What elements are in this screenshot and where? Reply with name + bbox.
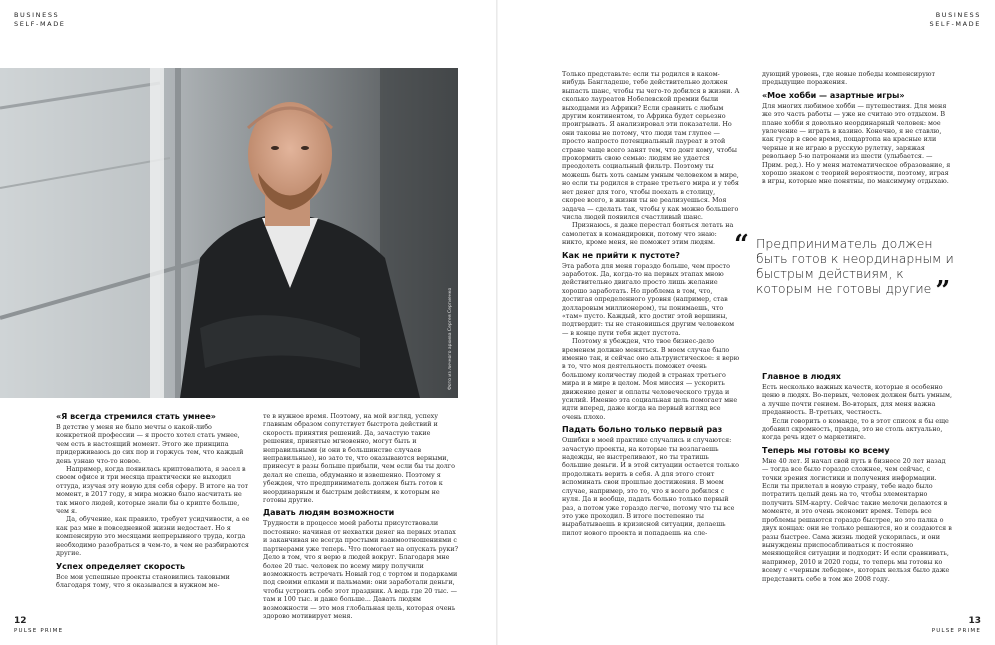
right-column-2-top [762, 70, 952, 186]
right-page [498, 0, 995, 645]
section-label: BUSINESS [935, 11, 981, 19]
left-column-2 [263, 412, 459, 620]
heading-opportunities: Давать людям возможности [263, 508, 395, 518]
paragraph: Для многих любимое хобби — путешествия. Для меня же это часть работы — уже не считаю это отдыхом. В плане хобби я довольно неординарный человек: мое увлечение — играть в казино. Конечно, я не ставлю, как гусар в свое время, пощартопа на красные или черные и не играю в русскую рулетку, заряжая револьвер 5-ю патронами из шести (улыбается. — Прим. ред.). Но у меня математическое образование, я хорошо знаком с теорией вероятности, поэтому, играя в игры, которые мне понятны, по максимуму отдыхаю. [762, 101, 951, 186]
heading-hobby: «Мое хобби — азартные игры» [762, 90, 905, 100]
paragraph: Признаюсь, я даже перестал бояться летать на самолетах в командировки, потому что знаю: никто, кроме меня, не поможет этим людям. [562, 221, 734, 247]
paragraph: Да, обучение, как правило, требует усидчивости, а ее как раз мне в повседневной жизни недостает. Но я компенсирую это месяцами непрерывного труда, когда необходимо разобраться в чем-то, в чем не разбираются другие. [56, 515, 250, 558]
paragraph: Трудности в процессе моей работы присутствовали постоянно: начиная от нехватки денег на первых этапах и заканчивая не всегда простыми взаимоотношениями с партнерами уже теперь. Что помогает на опускать руки? Дело в том, что я верю в людей вокруг. Благодаря мне более 20 тыс. человек по всему миру получили возможность встречать Новый год с тортом и подарками под своими елками и пальмами: они заработали деньги, чтобы устроить себе этот праздник. А ведь где 20 тыс. — там и 100 тыс. и даже больше... Давать людям возможности — это моя глобальная цель, которая очень здорово мотивирует меня. [263, 519, 459, 620]
left-column-1 [56, 412, 252, 589]
portrait-illustration [0, 68, 458, 398]
photo-credit: Фото из личного архива Сергея Сергиенко [448, 287, 453, 390]
section-header-left [14, 11, 66, 29]
portrait-photo [0, 68, 458, 398]
paragraph: Поэтому я убежден, что твое бизнес-дело временем должно меняться. В моем случае было именно так, и сейчас оно альтруистическое: я верю в то, что моя деятельность поможет очень большому количеству людей в странах третьего мира и в мире в целом. Моя миссия — ускорить движение денег и оплаты человеческого труда и усилий. Именно эта социальная цель помогает мне идти вперед, даже когда на первый взгляд все очень плохо. [562, 337, 740, 421]
paragraph: Ошибки в моей практике случались и случаются: зачастую проекты, на которые ты возлагаешь надежды, не выстреливают, но ты тратишь большие деньги. И в этой ситуации остается только продолжать верить в себя. А для этого стоит вспоминать свои прошлые достижения. В моем случае, например, это то, что я всего добился с нуля. Да и вообще, падать больно только первый раз, а потом уже гораздо легче, потому что ты все это уже проходил. В итоге постепенно ты вырабатываешь в кризисной ситуации, делаешь пилот нового проекта и попадаешь на сле- [562, 436, 739, 537]
heading-falling: Падать больно только первый раз [562, 425, 723, 435]
section-header-right [929, 11, 981, 29]
footer-brand: PULSE PRIME [14, 628, 64, 634]
paragraph: Эта работа для меня гораздо больше, чем просто заработок. Да, когда-то на первых этапах мною действительно двигало просто лишь желание хорошо заработать. Но проблема в том, что, достигая определенного уровня (например, став долларовым миллионером), ты понимаешь, что «там» пусто. Каждый, кто достиг этой вершины, подтвердит: ты не становишься другим человеком — в конце пути тебя ждет пустота. [562, 261, 735, 337]
pull-quote [756, 236, 956, 306]
footer-brand: PULSE PRIME [931, 628, 981, 634]
subsection-label: SELF-MADE [929, 20, 981, 28]
pull-quote-text: Предприниматель должен быть готов к неординарным и быстрым действиям, к которым не готовы другие [756, 236, 954, 296]
paragraph: Если говорить о команде, то в этот список я бы еще добавил скромность, правда, это не столь актуально, когда речь идет о маркетинге. [762, 416, 949, 442]
left-page [0, 0, 497, 645]
right-column-1 [562, 70, 740, 537]
paragraph: Например, когда появилась криптовалюта, я засел в своем офисе и три месяца практически не выходил оттуда, изучая эту новую для себя сферу. В итоге на тот момент, в 2017 году, я мира можно было насчитать не так много людей, которые знали бы о крипте больше, чем я. [56, 465, 249, 516]
section-label: BUSINESS [14, 11, 60, 19]
heading-smarter: «Я всегда стремился стать умнее» [56, 412, 216, 421]
quote-close-icon: ” [935, 276, 951, 306]
right-column-2-bottom [762, 372, 952, 583]
footer-right [932, 616, 981, 635]
page-number: 12 [14, 616, 27, 626]
paragraph: Мне 40 лет. Я начал свой путь в бизнесе 20 лет назад — тогда все было гораздо сложнее, чем сейчас, с точки зрения логистики и получения информации. Если ты прилетал в новую страну, тебе надо было потратить целый день на то, чтобы элементарно получить SIM-карту. Сейчас такие мелочи делаются в моменте, и это очень экономит время. Теперь все проблемы решаются гораздо быстрее, но это палка о двух концах: они не только решаются, но и создаются в разы быстрее. Сама жизнь людей ускорилась, и они вынуждены приспосабливаться к постоянно меняющейся ситуации и подходит: И если сравнивать, например, 2010 и 2020 годы, то теперь мы готовы ко всему с «черным лебедем», которых нельзя было даже представить себе в том же 2008 году. [762, 456, 952, 583]
paragraph: Только представьте: если ты родился в каком-нибудь Бангладеше, тебе действительно должен выпасть шанс, чтобы ты чего-то добился в жизни. А сколько лауреатов Нобелевской премии были выходцами из Африки? Если сравнить с любым другим континентом, то Африка будет серьезно проигрывать. Я анализировал эти показатели. Но они таковы не потому, что люди там глупее — просто напросто потенциальный лауреат в этой стране чаще всего занят тем, что донт кому, чтобы прокормить свою семью: людям не удается преодолеть социальный фильтр. Поэтому ты можешь быть хоть самым умным человеком в мире, но если ты родился в стране третьего мира и у тебя нет денег для того, чтобы поехать в столицу, скорее всего, в жизни ты не реализуешься. Моя задача — сделать так, чтобы у как можно большего числа людей появился счастливый шанс. [562, 70, 740, 221]
heading-speed: Успех определяет скорость [56, 561, 186, 571]
paragraph: В детстве у меня не было мечты о какой-либо конкретной профессии — я просто хотел стать умнее, чем есть в настоящий момент. Этого же принципа придерживаюсь до сих пор и горжусь тем, что каждый день узнаю что-то новое. [56, 423, 244, 465]
footer-left [14, 616, 63, 635]
heading-people: Главное в людях [762, 372, 841, 381]
paragraph: Все мои успешные проекты становились таковыми благодаря тому, что я оказывался в нужном ме- [56, 572, 230, 589]
subsection-label: SELF-MADE [14, 20, 66, 28]
paragraph: Есть несколько важных качеств, которые я особенно ценю в людях. Во-первых, человек должен быть умным, а лучше почти гением. Во-вторых, для меня важна преданность. В-третьих, честность. [762, 383, 952, 417]
heading-emptiness: Как не прийти к пустоте? [562, 250, 680, 260]
quote-open-icon: “ [734, 230, 749, 260]
paragraph: дующий уровень, где новые победы компенсируют предыдущие поражения. [762, 70, 936, 87]
page-number: 13 [968, 616, 981, 626]
paragraph: те в нужное время. Поэтому, на мой взгляд, успеху главным образом сопутствует быстрота действий и скорость принятия решений. Да, зачастую такие решения, принятые мгновенно, могут быть и неправильными (и они в большинстве случаев неправильные), но зато те, что оказываются верными, принесут в разы больше прибыли, чем если бы ты долго делал не спеша, обдуманно и взвешенно. Поэтому я убежден, что предприниматель должен быть готов к неординарным и быстрым действиям, к которым не готовы другие. [263, 412, 455, 505]
heading-ready: Теперь мы готовы ко всему [762, 445, 890, 455]
